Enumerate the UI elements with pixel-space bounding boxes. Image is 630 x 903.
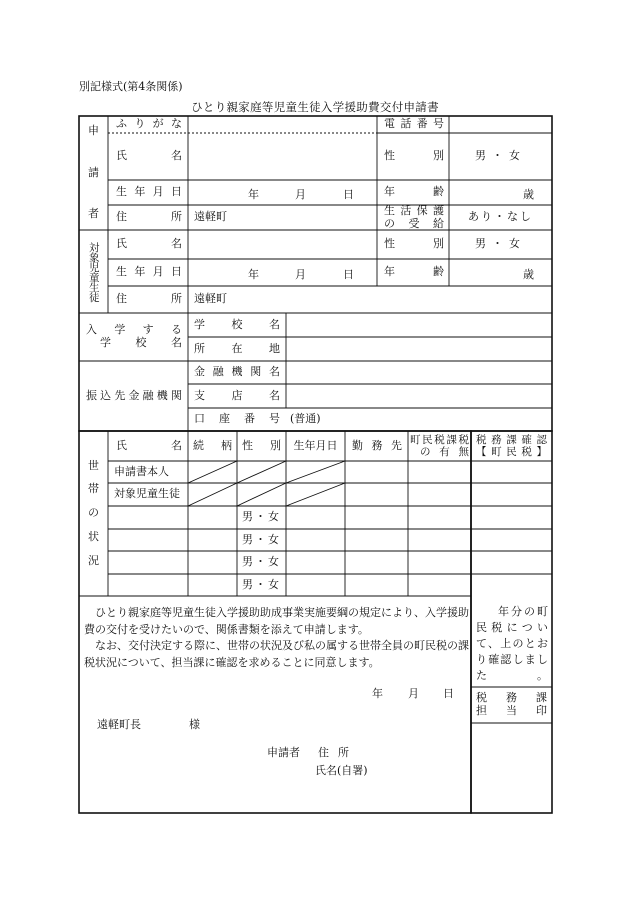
welfare-value: あり・なし — [468, 210, 533, 224]
tax-office-note-rest: 町民税について、上のとおり確認しました。 — [476, 605, 548, 682]
student-section-label — [79, 230, 108, 313]
student-gender-label: 性 別 — [384, 237, 444, 251]
applicant-age-unit: 歳 — [523, 188, 534, 201]
household-header-gender: 性 別 — [242, 438, 281, 452]
declaration-address-label: 住所 — [318, 746, 358, 759]
school-section-line2: 学 校 名 — [100, 336, 182, 349]
household-header-confirm-line2: 【 町 民 税 】 — [476, 446, 547, 458]
student-age-label: 年 齢 — [384, 265, 444, 279]
student-birth-day-unit: 日 — [343, 268, 354, 281]
applicant-gender-value: 男・女 — [475, 149, 526, 163]
household-row-student: 対象児童生徒 — [114, 487, 180, 501]
household-header-relation: 続 柄 — [193, 438, 232, 452]
declaration-date-month-unit: 月 — [408, 687, 419, 700]
tax-office-note — [476, 604, 548, 684]
student-name-label: 氏 名 — [116, 237, 182, 251]
applicant-name-label: 氏 名 — [116, 149, 182, 163]
bank-section-label: 振 込 先 金 融 機 関 — [86, 388, 182, 402]
declaration-para2: なお、交付決定する際に、世帯の状況及び私の属する世帯全員の町民税の課税状況について、担当課に確認を求めることに同意します。 — [84, 639, 469, 669]
welfare-label-line1: 生 活 保 護 — [384, 203, 444, 217]
household-header-tax-line1: 町 民 税 課 税 — [410, 433, 469, 446]
bank-branch-label: 支 店 名 — [194, 388, 280, 402]
student-address-label: 住 所 — [116, 292, 182, 306]
household-header-birthdate: 生年月日 — [293, 438, 338, 452]
student-section-text: 対象児童生徒 — [87, 241, 100, 302]
applicant-birth-year-unit: 年 — [248, 188, 259, 201]
welfare-label-line2: の 受 給 — [384, 216, 444, 230]
applicant-age-label: 年 齢 — [384, 185, 444, 199]
declaration-honorific: 様 — [189, 718, 200, 731]
applicant-section-label — [79, 116, 108, 230]
applicant-birth-month-unit: 月 — [295, 188, 306, 201]
applicant-birth-day-unit: 日 — [343, 188, 354, 201]
school-name-label: 学 校 名 — [194, 317, 280, 331]
household-section-label — [79, 431, 108, 596]
school-section-label — [86, 313, 182, 361]
student-address-value: 遠軽町 — [194, 292, 227, 306]
tax-office-stamp-line1: 税 務 課 — [476, 691, 547, 705]
form-label: 別記様式(第4条関係) — [79, 80, 183, 93]
declaration-para1: ひとり親家庭等児童生徒入学援助助成事業実施要綱の規定により、入学援助費の交付を受けたいので、関係書類を添えて申請します。 — [84, 606, 469, 636]
applicant-address-value: 遠軽町 — [194, 210, 227, 224]
declaration-text — [84, 605, 476, 671]
household-header-confirm-line1: 税 務 課 確 認 — [476, 433, 547, 446]
household-header-tax — [410, 431, 469, 461]
tax-office-stamp-line2: 担 当 印 — [476, 704, 547, 717]
student-age-unit: 歳 — [523, 268, 534, 281]
declaration-date-day-unit: 日 — [443, 687, 454, 700]
household-gender-option-4: 男・女 — [242, 577, 281, 591]
applicant-birthdate-label: 生 年 月 日 — [116, 185, 182, 199]
bank-institution-label: 金 融 機 関 名 — [194, 365, 280, 379]
household-gender-option-1: 男・女 — [242, 510, 281, 524]
bank-account-label: 口 座 番 号 — [194, 412, 280, 426]
tax-office-note-prefix: 年分の — [498, 605, 537, 618]
applicant-gender-label: 性 別 — [384, 149, 444, 163]
declaration-addressee: 遠軽町長 — [97, 718, 141, 731]
household-gender-option-2: 男・女 — [242, 532, 281, 546]
household-header-tax-line2: の 有 無 — [420, 446, 469, 458]
tax-office-stamp-label — [476, 689, 547, 721]
school-section-line1: 入 学 す る — [86, 323, 182, 337]
applicant-section-text: 申 請 者 — [88, 124, 99, 221]
furigana-label: ふ り が な — [116, 117, 182, 131]
bank-account-type: (普通) — [290, 412, 321, 426]
applicant-address-label: 住 所 — [116, 210, 182, 224]
form-title: ひとり親家庭等児童生徒入学援助費交付申請書 — [191, 100, 439, 114]
phone-label: 電 話 番 号 — [384, 117, 444, 131]
household-section-text: 世 帯 の 状 況 — [88, 458, 99, 567]
student-birth-year-unit: 年 — [248, 268, 259, 281]
school-location-label: 所 在 地 — [194, 341, 280, 355]
student-birth-month-unit: 月 — [295, 268, 306, 281]
student-gender-value: 男・女 — [475, 237, 526, 251]
household-header-name: 氏 名 — [116, 438, 182, 452]
student-birthdate-label: 生 年 月 日 — [116, 265, 182, 279]
household-gender-option-3: 男・女 — [242, 555, 281, 569]
household-header-workplace: 勤 務 先 — [352, 438, 402, 452]
declaration-applicant-label: 申請者 — [267, 746, 300, 759]
declaration-date-year-unit: 年 — [372, 687, 383, 700]
welfare-label — [384, 205, 444, 230]
household-row-applicant: 申請書本人 — [114, 464, 169, 478]
declaration-name-label: 氏名(自署) — [315, 764, 368, 777]
household-header-confirm — [476, 431, 547, 461]
